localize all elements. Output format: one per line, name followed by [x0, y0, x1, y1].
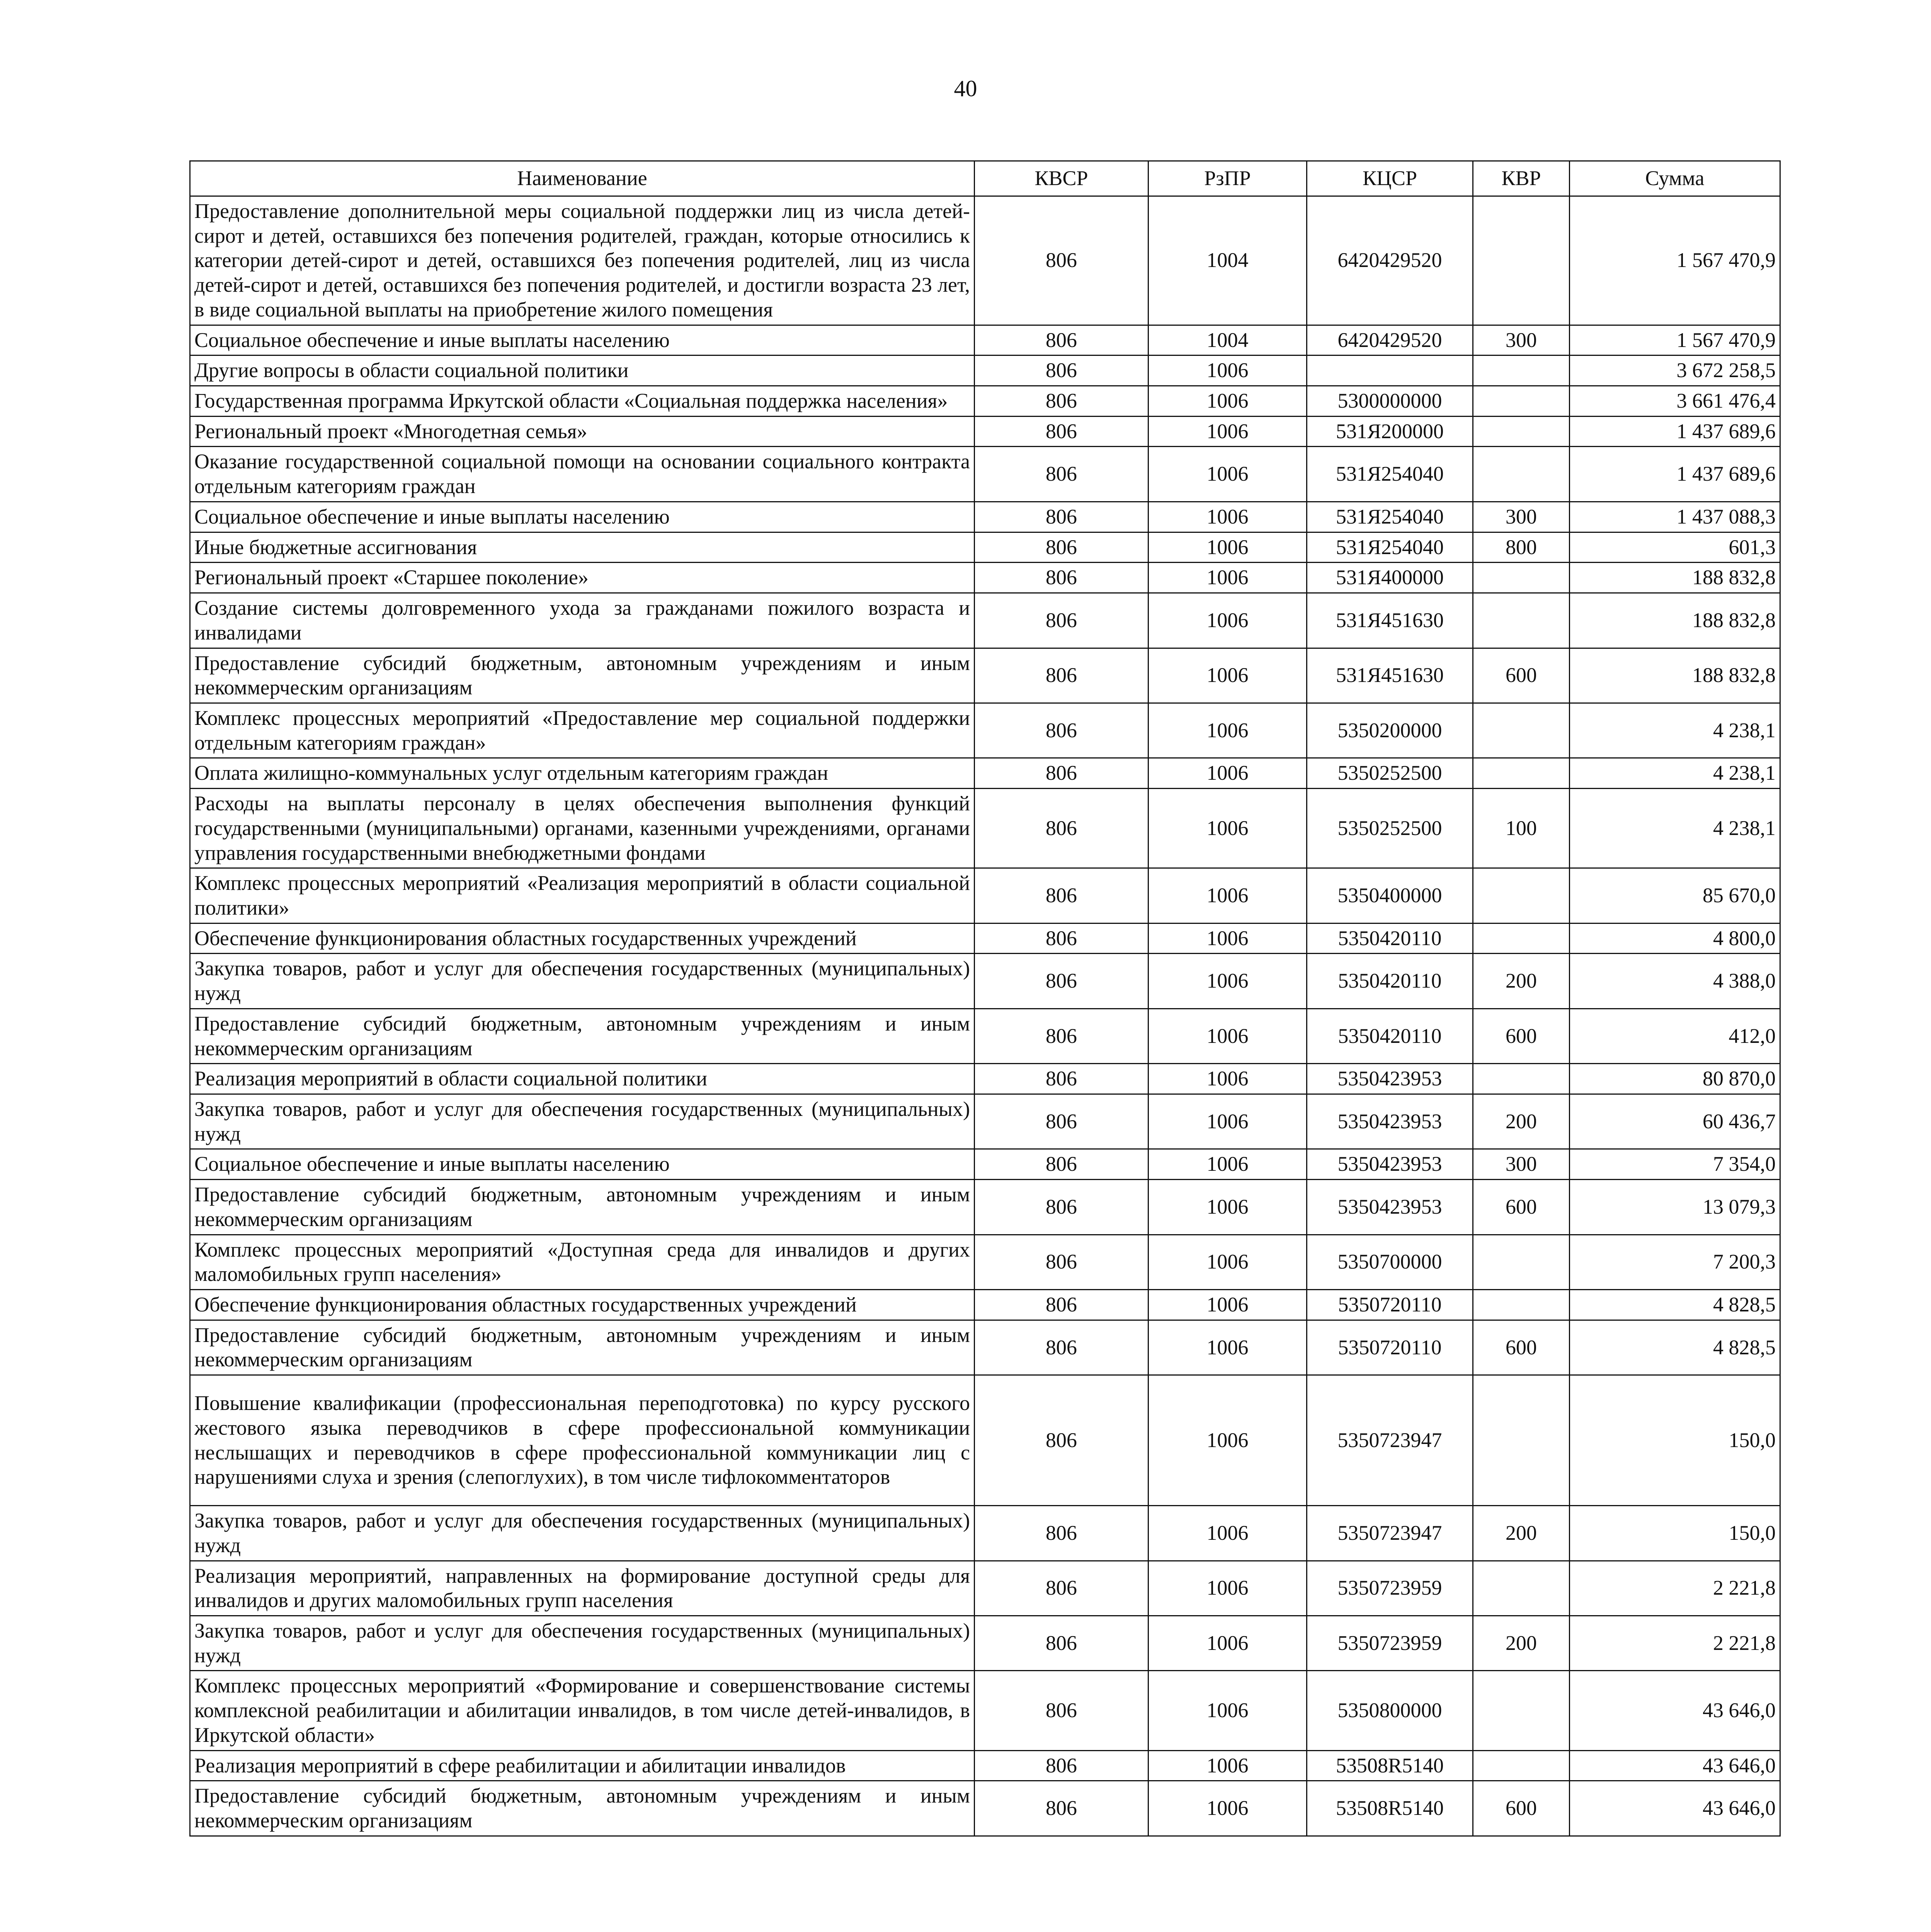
cell-kcsr: 5300000000: [1307, 386, 1473, 417]
cell-rzpr: 1006: [1148, 1009, 1307, 1063]
cell-kvsr: 806: [975, 1561, 1148, 1616]
table-row: [190, 196, 1780, 325]
cell-kvsr: 806: [975, 1320, 1148, 1375]
cell-name: Расходы на выплаты персоналу в целях обеспечения выполнения функций государственными (муниципальными) органами, казенными учреждениями, органами управления государственными внебюджетными фондами: [190, 789, 975, 868]
cell-sum: 1 437 088,3: [1570, 502, 1780, 532]
cell-sum: 43 646,0: [1570, 1781, 1780, 1836]
cell-name: Комплекс процессных мероприятий «Доступная среда для инвалидов и других маломобильных групп населения»: [190, 1235, 975, 1289]
cell-sum: 85 670,0: [1570, 868, 1780, 923]
cell-kvr: 100: [1473, 789, 1570, 868]
cell-kcsr: 5350700000: [1307, 1235, 1473, 1289]
cell-rzpr: 1006: [1148, 1375, 1307, 1506]
cell-kvsr: 806: [975, 593, 1148, 648]
cell-rzpr: 1006: [1148, 1561, 1307, 1616]
cell-rzpr: 1006: [1148, 703, 1307, 758]
cell-kcsr: 531Я254040: [1307, 502, 1473, 532]
cell-kcsr: 6420429520: [1307, 196, 1473, 325]
table-row: [190, 1094, 1780, 1149]
cell-name: Региональный проект «Старшее поколение»: [190, 563, 975, 593]
cell-name: Социальное обеспечение и иные выплаты населению: [190, 502, 975, 532]
cell-name: Государственная программа Иркутской области «Социальная поддержка населения»: [190, 386, 975, 417]
cell-kcsr: 53508R5140: [1307, 1750, 1473, 1781]
table-row: [190, 355, 1780, 386]
table-row: [190, 789, 1780, 868]
cell-kvsr: 806: [975, 1616, 1148, 1670]
cell-name: Социальное обеспечение и иные выплаты населению: [190, 1149, 975, 1180]
cell-rzpr: 1006: [1148, 1064, 1307, 1094]
cell-name: Обеспечение функционирования областных государственных учреждений: [190, 1290, 975, 1320]
cell-kcsr: 5350423953: [1307, 1064, 1473, 1094]
table-row: [190, 1506, 1780, 1561]
cell-sum: 1 437 689,6: [1570, 447, 1780, 502]
cell-rzpr: 1006: [1148, 1671, 1307, 1750]
cell-kvr: [1473, 1235, 1570, 1289]
cell-kvsr: 806: [975, 1375, 1148, 1506]
cell-sum: 43 646,0: [1570, 1671, 1780, 1750]
cell-kvsr: 806: [975, 648, 1148, 703]
cell-kvsr: 806: [975, 1750, 1148, 1781]
table-row: [190, 386, 1780, 417]
cell-name: Реализация мероприятий в сфере реабилитации и абилитации инвалидов: [190, 1750, 975, 1781]
cell-kvsr: 806: [975, 1235, 1148, 1289]
column-header-name: Наименование: [190, 161, 975, 196]
cell-kcsr: 5350423953: [1307, 1180, 1473, 1235]
table-row: [190, 563, 1780, 593]
cell-sum: 412,0: [1570, 1009, 1780, 1063]
cell-kcsr: 6420429520: [1307, 325, 1473, 355]
cell-kcsr: 5350723947: [1307, 1375, 1473, 1506]
table-row: [190, 1750, 1780, 1781]
cell-kcsr: 5350723947: [1307, 1506, 1473, 1561]
cell-name: Предоставление субсидий бюджетным, автономным учреждениям и иным некоммерческим организациям: [190, 648, 975, 703]
cell-kcsr: 53508R5140: [1307, 1781, 1473, 1836]
table-row: [190, 325, 1780, 355]
cell-name: Другие вопросы в области социальной политики: [190, 355, 975, 386]
cell-kcsr: 5350423953: [1307, 1149, 1473, 1180]
cell-rzpr: 1006: [1148, 868, 1307, 923]
cell-kvr: [1473, 593, 1570, 648]
cell-kvr: [1473, 868, 1570, 923]
cell-name: Предоставление субсидий бюджетным, автономным учреждениям и иным некоммерческим организациям: [190, 1009, 975, 1063]
table-row: [190, 954, 1780, 1009]
cell-kvsr: 806: [975, 1149, 1148, 1180]
cell-kcsr: 531Я254040: [1307, 447, 1473, 502]
table-row: [190, 1561, 1780, 1616]
cell-name: Региональный проект «Многодетная семья»: [190, 416, 975, 447]
cell-sum: 1 567 470,9: [1570, 196, 1780, 325]
cell-sum: 4 800,0: [1570, 923, 1780, 954]
cell-kvr: 600: [1473, 1009, 1570, 1063]
cell-sum: 7 354,0: [1570, 1149, 1780, 1180]
cell-kvr: [1473, 563, 1570, 593]
cell-name: Закупка товаров, работ и услуг для обеспечения государственных (муниципальных) нужд: [190, 1506, 975, 1561]
table-header-row: [190, 161, 1780, 196]
cell-kcsr: 531Я200000: [1307, 416, 1473, 447]
cell-kvr: [1473, 1290, 1570, 1320]
cell-sum: 7 200,3: [1570, 1235, 1780, 1289]
cell-kvsr: 806: [975, 758, 1148, 789]
cell-kvsr: 806: [975, 447, 1148, 502]
cell-kvsr: 806: [975, 502, 1148, 532]
cell-kcsr: 5350423953: [1307, 1094, 1473, 1149]
cell-kvsr: 806: [975, 196, 1148, 325]
column-header-kvr: КВР: [1473, 161, 1570, 196]
cell-kvr: [1473, 447, 1570, 502]
cell-rzpr: 1006: [1148, 593, 1307, 648]
table-row: [190, 1009, 1780, 1063]
cell-name: Оказание государственной социальной помощи на основании социального контракта отдельным категориям граждан: [190, 447, 975, 502]
cell-name: Социальное обеспечение и иные выплаты населению: [190, 325, 975, 355]
cell-sum: 150,0: [1570, 1506, 1780, 1561]
cell-sum: 188 832,8: [1570, 648, 1780, 703]
cell-kvsr: 806: [975, 1290, 1148, 1320]
cell-kcsr: 5350200000: [1307, 703, 1473, 758]
cell-kcsr: 5350723959: [1307, 1561, 1473, 1616]
cell-name: Предоставление субсидий бюджетным, автономным учреждениям и иным некоммерческим организациям: [190, 1781, 975, 1836]
cell-sum: 4 828,5: [1570, 1320, 1780, 1375]
column-header-rzpr: РзПР: [1148, 161, 1307, 196]
cell-sum: 60 436,7: [1570, 1094, 1780, 1149]
cell-name: Оплата жилищно-коммунальных услуг отдельным категориям граждан: [190, 758, 975, 789]
budget-table: [189, 160, 1781, 1837]
cell-kvsr: 806: [975, 954, 1148, 1009]
table-row: [190, 532, 1780, 563]
cell-name: Повышение квалификации (профессиональная переподготовка) по курсу русского жестового языка переводчиков в сфере профессиональной коммуникации неслышащих и переводчиков в сфере профессиональной коммуникации лиц с нарушениями слуха и зрения (слепоглухих), в том числе тифлокомментаторов: [190, 1375, 975, 1506]
cell-sum: 4 828,5: [1570, 1290, 1780, 1320]
table-row: [190, 1781, 1780, 1836]
column-header-sum: Сумма: [1570, 161, 1780, 196]
cell-rzpr: 1006: [1148, 1290, 1307, 1320]
table-body: [190, 196, 1780, 1836]
cell-kvsr: 806: [975, 1180, 1148, 1235]
cell-rzpr: 1006: [1148, 923, 1307, 954]
cell-sum: 3 672 258,5: [1570, 355, 1780, 386]
cell-rzpr: 1006: [1148, 1750, 1307, 1781]
cell-kvr: 600: [1473, 1781, 1570, 1836]
cell-kvsr: 806: [975, 416, 1148, 447]
table-row: [190, 1180, 1780, 1235]
table-row: [190, 502, 1780, 532]
cell-kcsr: 5350252500: [1307, 789, 1473, 868]
cell-sum: 188 832,8: [1570, 593, 1780, 648]
cell-kvsr: 806: [975, 1094, 1148, 1149]
cell-rzpr: 1006: [1148, 1781, 1307, 1836]
cell-kvsr: 806: [975, 1064, 1148, 1094]
cell-kvr: [1473, 1671, 1570, 1750]
cell-kcsr: 5350720110: [1307, 1290, 1473, 1320]
cell-rzpr: 1006: [1148, 416, 1307, 447]
cell-kvr: [1473, 758, 1570, 789]
cell-kvr: 800: [1473, 532, 1570, 563]
cell-kvr: 200: [1473, 1506, 1570, 1561]
cell-name: Создание системы долговременного ухода за гражданами пожилого возраста и инвалидами: [190, 593, 975, 648]
cell-rzpr: 1006: [1148, 1094, 1307, 1149]
cell-name: Предоставление субсидий бюджетным, автономным учреждениям и иным некоммерческим организациям: [190, 1320, 975, 1375]
table-row: [190, 1671, 1780, 1750]
cell-name: Комплекс процессных мероприятий «Реализация мероприятий в области социальной политики»: [190, 868, 975, 923]
cell-kvr: [1473, 355, 1570, 386]
cell-rzpr: 1006: [1148, 954, 1307, 1009]
cell-rzpr: 1006: [1148, 1506, 1307, 1561]
cell-kcsr: 531Я400000: [1307, 563, 1473, 593]
table-row: [190, 648, 1780, 703]
cell-sum: 188 832,8: [1570, 563, 1780, 593]
cell-rzpr: 1006: [1148, 447, 1307, 502]
cell-kcsr: 5350252500: [1307, 758, 1473, 789]
cell-rzpr: 1006: [1148, 1235, 1307, 1289]
cell-sum: 2 221,8: [1570, 1561, 1780, 1616]
cell-sum: 601,3: [1570, 532, 1780, 563]
cell-kvr: [1473, 1064, 1570, 1094]
cell-kvr: 300: [1473, 1149, 1570, 1180]
table-row: [190, 416, 1780, 447]
cell-kvsr: 806: [975, 355, 1148, 386]
cell-name: Комплекс процессных мероприятий «Предоставление мер социальной поддержки отдельным категориям граждан»: [190, 703, 975, 758]
cell-kcsr: 5350723959: [1307, 1616, 1473, 1670]
cell-kvr: 200: [1473, 1094, 1570, 1149]
cell-rzpr: 1006: [1148, 1149, 1307, 1180]
cell-kvr: [1473, 1375, 1570, 1506]
cell-kvr: [1473, 703, 1570, 758]
cell-sum: 1 567 470,9: [1570, 325, 1780, 355]
table-row: [190, 1235, 1780, 1289]
cell-rzpr: 1006: [1148, 563, 1307, 593]
cell-kvr: 300: [1473, 502, 1570, 532]
column-header-kcsr: КЦСР: [1307, 161, 1473, 196]
cell-sum: 80 870,0: [1570, 1064, 1780, 1094]
cell-name: Закупка товаров, работ и услуг для обеспечения государственных (муниципальных) нужд: [190, 1616, 975, 1670]
cell-name: Предоставление субсидий бюджетным, автономным учреждениям и иным некоммерческим организациям: [190, 1180, 975, 1235]
cell-kcsr: 5350420110: [1307, 923, 1473, 954]
cell-name: Обеспечение функционирования областных государственных учреждений: [190, 923, 975, 954]
table-row: [190, 1290, 1780, 1320]
cell-kvsr: 806: [975, 532, 1148, 563]
cell-kcsr: 5350400000: [1307, 868, 1473, 923]
cell-kcsr: 5350800000: [1307, 1671, 1473, 1750]
cell-sum: 3 661 476,4: [1570, 386, 1780, 417]
cell-name: Комплекс процессных мероприятий «Формирование и совершенствование системы комплексной реабилитации и абилитации инвалидов, в том числе детей-инвалидов, в Иркутской области»: [190, 1671, 975, 1750]
cell-rzpr: 1006: [1148, 758, 1307, 789]
cell-kvr: [1473, 923, 1570, 954]
cell-rzpr: 1006: [1148, 502, 1307, 532]
cell-kvsr: 806: [975, 1781, 1148, 1836]
cell-kcsr: 5350420110: [1307, 954, 1473, 1009]
cell-kvr: [1473, 416, 1570, 447]
cell-kvsr: 806: [975, 923, 1148, 954]
cell-name: Реализация мероприятий в области социальной политики: [190, 1064, 975, 1094]
cell-kvr: 600: [1473, 648, 1570, 703]
cell-sum: 4 388,0: [1570, 954, 1780, 1009]
cell-kvsr: 806: [975, 1009, 1148, 1063]
cell-kvr: [1473, 386, 1570, 417]
cell-rzpr: 1006: [1148, 1320, 1307, 1375]
cell-rzpr: 1004: [1148, 196, 1307, 325]
cell-kcsr: 531Я254040: [1307, 532, 1473, 563]
cell-sum: 1 437 689,6: [1570, 416, 1780, 447]
cell-name: Закупка товаров, работ и услуг для обеспечения государственных (муниципальных) нужд: [190, 1094, 975, 1149]
cell-sum: 2 221,8: [1570, 1616, 1780, 1670]
cell-kvsr: 806: [975, 703, 1148, 758]
cell-name: Иные бюджетные ассигнования: [190, 532, 975, 563]
cell-kcsr: 5350720110: [1307, 1320, 1473, 1375]
cell-kvsr: 806: [975, 1506, 1148, 1561]
cell-rzpr: 1006: [1148, 1180, 1307, 1235]
cell-name: Предоставление дополнительной меры социальной поддержки лиц из числа детей-сирот и детей, оставшихся без попечения родителей, граждан, которые относились к категории детей-сирот и детей, оставшихся без попечения родителей, лиц из числа детей-сирот и детей, оставшихся без попечения родителей, и достигли возраста 23 лет, в виде социальной выплаты на приобретение жилого помещения: [190, 196, 975, 325]
table-row: [190, 1064, 1780, 1094]
table-row: [190, 703, 1780, 758]
cell-sum: 13 079,3: [1570, 1180, 1780, 1235]
cell-kvsr: 806: [975, 1671, 1148, 1750]
cell-rzpr: 1006: [1148, 386, 1307, 417]
cell-kcsr: 5350420110: [1307, 1009, 1473, 1063]
cell-sum: 4 238,1: [1570, 758, 1780, 789]
table-row: [190, 1375, 1780, 1506]
cell-kcsr: [1307, 355, 1473, 386]
cell-kvsr: 806: [975, 386, 1148, 417]
cell-kvr: 200: [1473, 1616, 1570, 1670]
table-row: [190, 593, 1780, 648]
cell-sum: 4 238,1: [1570, 789, 1780, 868]
table-row: [190, 1149, 1780, 1180]
cell-sum: 150,0: [1570, 1375, 1780, 1506]
cell-name: Реализация мероприятий, направленных на формирование доступной среды для инвалидов и других маломобильных групп населения: [190, 1561, 975, 1616]
cell-rzpr: 1006: [1148, 532, 1307, 563]
cell-rzpr: 1006: [1148, 648, 1307, 703]
cell-kcsr: 531Я451630: [1307, 648, 1473, 703]
cell-kvr: [1473, 196, 1570, 325]
page-number: 40: [954, 76, 977, 101]
cell-kcsr: 531Я451630: [1307, 593, 1473, 648]
cell-kvr: 200: [1473, 954, 1570, 1009]
cell-kvr: 300: [1473, 325, 1570, 355]
cell-kvr: [1473, 1561, 1570, 1616]
cell-kvr: 600: [1473, 1180, 1570, 1235]
cell-kvsr: 806: [975, 563, 1148, 593]
table-row: [190, 868, 1780, 923]
table-row: [190, 1320, 1780, 1375]
cell-sum: 4 238,1: [1570, 703, 1780, 758]
table-row: [190, 1616, 1780, 1670]
cell-rzpr: 1004: [1148, 325, 1307, 355]
table-row: [190, 447, 1780, 502]
cell-kvsr: 806: [975, 868, 1148, 923]
cell-name: Закупка товаров, работ и услуг для обеспечения государственных (муниципальных) нужд: [190, 954, 975, 1009]
cell-rzpr: 1006: [1148, 355, 1307, 386]
cell-sum: 43 646,0: [1570, 1750, 1780, 1781]
cell-kvsr: 806: [975, 325, 1148, 355]
column-header-kvsr: КВСР: [975, 161, 1148, 196]
cell-rzpr: 1006: [1148, 1616, 1307, 1670]
cell-kvr: [1473, 1750, 1570, 1781]
cell-kvr: 600: [1473, 1320, 1570, 1375]
table-row: [190, 923, 1780, 954]
cell-kvsr: 806: [975, 789, 1148, 868]
cell-rzpr: 1006: [1148, 789, 1307, 868]
table-row: [190, 758, 1780, 789]
